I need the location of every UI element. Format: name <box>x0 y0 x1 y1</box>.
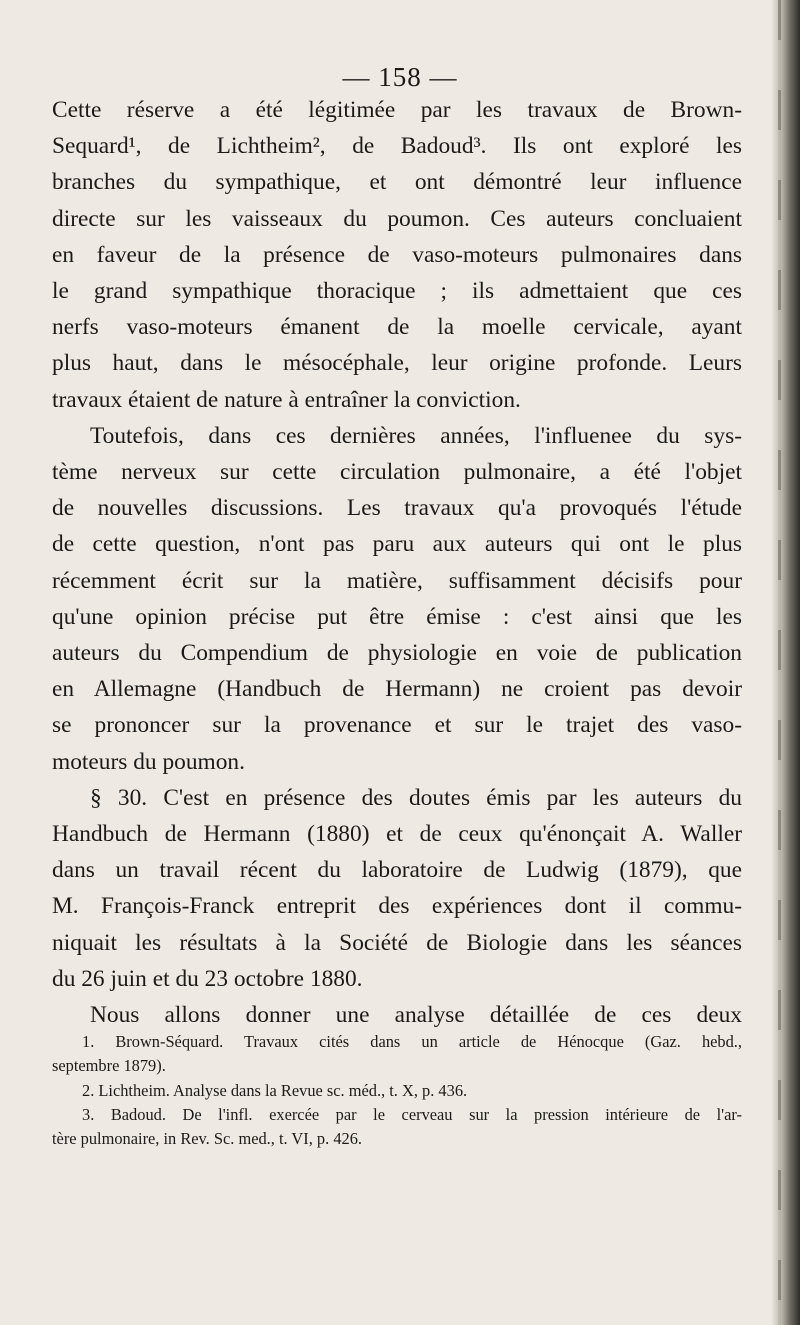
body-line: niquait les résultats à la Société de Biologie dans les séances <box>52 929 742 956</box>
section-heading-line: § 30. C'est en présence des doutes émis par les auteurs du <box>90 784 742 811</box>
body-line: branches du sympathique, et ont démontré leur influence <box>52 169 742 196</box>
body-line: récemment écrit sur la matière, suffisamment décisifs pour <box>52 567 742 594</box>
body-line: qu'une opinion précise put être émise : c'est ainsi que les <box>52 603 742 630</box>
body-line: Sequard¹, de Lichtheim², de Badoud³. Ils ont exploré les <box>52 133 742 160</box>
body-line: travaux étaient de nature à entraîner la conviction. <box>52 386 521 413</box>
body-line: Nous allons donner une analyse détaillée de ces deux <box>90 1002 742 1029</box>
body-text <box>52 92 742 1033</box>
footnote-line: 2. Lichtheim. Analyse dans la Revue sc. méd., t. X, p. 436. <box>82 1080 468 1100</box>
body-line: Cette réserve a été légitimée par les travaux de Brown- <box>52 97 742 123</box>
footnote-line: 1. Brown-Séquard. Travaux cités dans un article de Hénocque (Gaz. hebd., <box>82 1032 742 1051</box>
body-line: de cette question, n'ont pas paru aux auteurs qui ont le plus <box>52 531 742 558</box>
page-number: — 158 — <box>342 62 458 92</box>
body-line: auteurs du Compendium de physiologie en voie de publication <box>52 640 742 667</box>
body-line: nerfs vaso-moteurs émanent de la moelle cervicale, ayant <box>52 314 742 341</box>
body-line: le grand sympathique thoracique ; ils admettaient que ces <box>52 278 742 305</box>
body-line: dans un travail récent du laboratoire de Ludwig (1879), que <box>52 857 742 884</box>
body-line: moteurs du poumon. <box>52 748 245 775</box>
body-line: directe sur les vaisseaux du poumon. Ces auteurs concluaient <box>52 205 742 232</box>
footnote-line: 3. Badoud. De l'infl. exercée par le cerveau sur la pression intérieure de l'ar- <box>82 1104 742 1124</box>
body-line: se prononcer sur la provenance et sur le trajet des vaso- <box>52 712 742 739</box>
body-line: de nouvelles discussions. Les travaux qu'a provoqués l'étude <box>52 495 742 522</box>
body-line: en Allemagne (Handbuch de Hermann) ne croient pas devoir <box>52 676 742 703</box>
body-line: du 26 juin et du 23 octobre 1880. <box>52 965 363 992</box>
body-line: M. François-Franck entreprit des expériences dont il commu- <box>52 893 742 920</box>
body-line: Handbuch de Hermann (1880) et de ceux qu'énonçait A. Waller <box>52 821 742 848</box>
footnote-line: tère pulmonaire, in Rev. Sc. med., t. VI, p. 426. <box>52 1129 362 1149</box>
page-edge-shadow <box>772 0 800 1325</box>
body-line: Toutefois, dans ces dernières années, l'influenee du sys- <box>90 422 742 449</box>
body-line: en faveur de la présence de vaso-moteurs pulmonaires dans <box>52 241 742 268</box>
footnote-line: septembre 1879). <box>52 1056 166 1076</box>
footnotes <box>52 1030 742 1151</box>
body-line: plus haut, dans le mésocéphale, leur origine profonde. Leurs <box>52 350 742 377</box>
body-line: tème nerveux sur cette circulation pulmonaire, a été l'objet <box>52 459 742 486</box>
